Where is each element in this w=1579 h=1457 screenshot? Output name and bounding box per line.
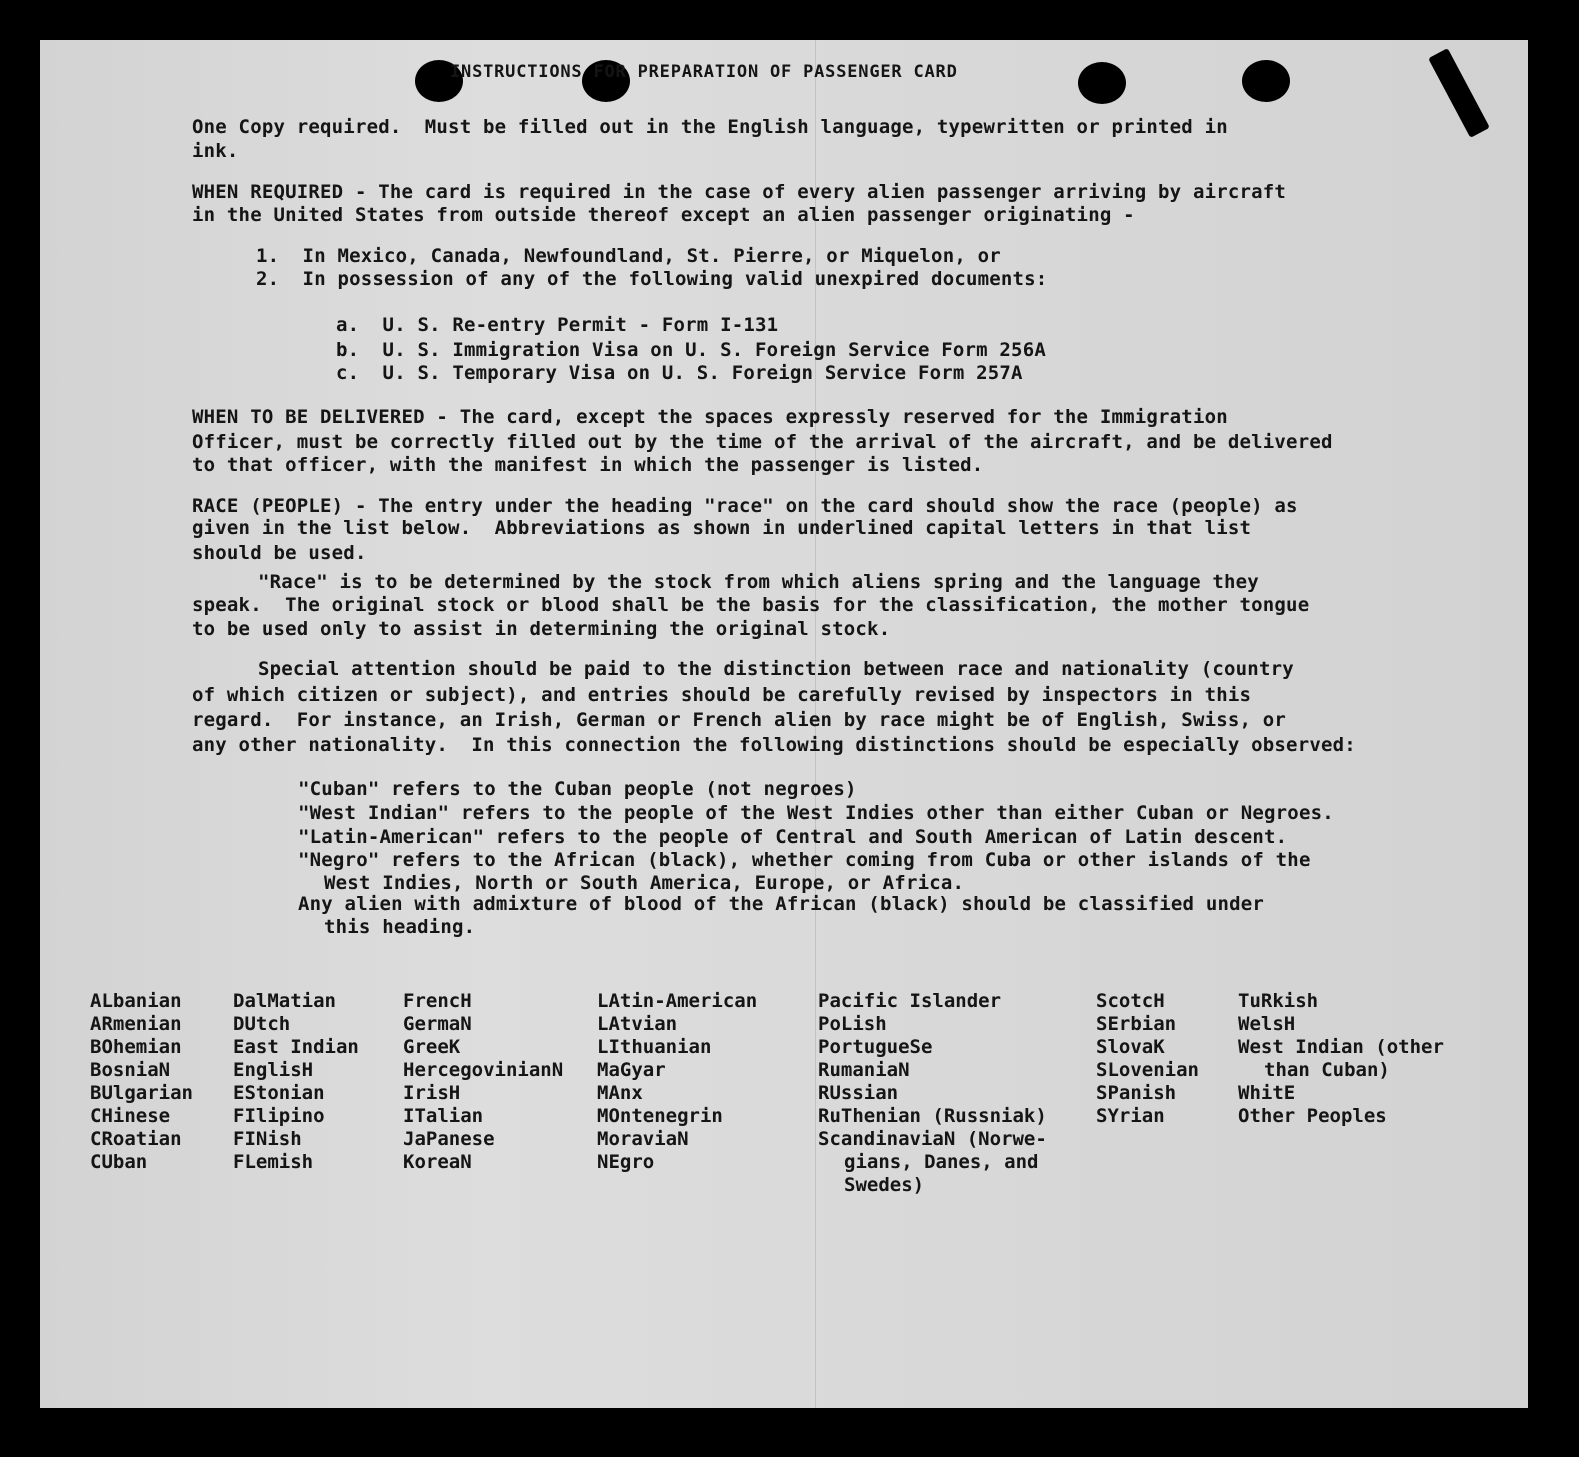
text-line: Special attention should be paid to the distinction between race and nationality (country bbox=[258, 658, 1294, 680]
race-item: CHinese bbox=[90, 1105, 171, 1127]
text-line: West Indies, North or South America, Europe, or Africa. bbox=[324, 872, 965, 894]
race-item: ARmenian bbox=[90, 1013, 182, 1035]
race-item: JaPanese bbox=[403, 1128, 495, 1150]
race-column-4 bbox=[597, 990, 757, 1174]
text-line: One Copy required. Must be filled out in the English language, typewritten or printed in bbox=[192, 116, 1228, 138]
punch-hole-4 bbox=[1242, 60, 1290, 102]
race-item: Swedes) bbox=[844, 1174, 925, 1196]
text-line: "Latin-American" refers to the people of Central and South American of Latin descent. bbox=[298, 826, 1288, 848]
race-column-6 bbox=[1096, 990, 1199, 1128]
race-item: CUban bbox=[90, 1151, 148, 1173]
race-item: PoLish bbox=[818, 1013, 887, 1035]
race-item: FIlipino bbox=[233, 1105, 325, 1127]
race-item: MoraviaN bbox=[597, 1128, 689, 1150]
text-line: RACE (PEOPLE) - The entry under the heading "race" on the card should show the race (people) as bbox=[192, 495, 1298, 517]
punch-hole-3 bbox=[1078, 62, 1126, 104]
race-item: gians, Danes, and bbox=[844, 1151, 1039, 1173]
race-item: West Indian (other bbox=[1238, 1036, 1444, 1058]
race-item: HercegovinianN bbox=[403, 1059, 564, 1081]
race-item: ITalian bbox=[403, 1105, 484, 1127]
race-column-2 bbox=[233, 990, 359, 1174]
document-page bbox=[40, 40, 1528, 1408]
text-line: in the United States from outside thereof except an alien passenger originating - bbox=[192, 204, 1135, 226]
race-item: BUlgarian bbox=[90, 1082, 193, 1104]
text-line: c. U. S. Temporary Visa on U. S. Foreign Service Form 257A bbox=[336, 362, 1023, 384]
race-item: BOhemian bbox=[90, 1036, 182, 1058]
race-item: KoreaN bbox=[403, 1151, 472, 1173]
text-line: "Cuban" refers to the Cuban people (not negroes) bbox=[298, 778, 857, 800]
text-line: regard. For instance, an Irish, German or French alien by race might be of English, Swiss, or bbox=[192, 709, 1287, 731]
torn-corner bbox=[1428, 48, 1490, 138]
race-item: LAtin-American bbox=[597, 990, 758, 1012]
race-item: RumaniaN bbox=[818, 1059, 910, 1081]
text-line: a. U. S. Re-entry Permit - Form I-131 bbox=[336, 314, 779, 336]
race-item: NEgro bbox=[597, 1151, 655, 1173]
race-item: MOntenegrin bbox=[597, 1105, 723, 1127]
race-item: EStonian bbox=[233, 1082, 325, 1104]
race-item: GermaN bbox=[403, 1013, 472, 1035]
race-item: EnglisH bbox=[233, 1059, 314, 1081]
race-item: MAnx bbox=[597, 1082, 643, 1104]
text-line: any other nationality. In this connection the following distinctions should be especially observed: bbox=[192, 734, 1356, 756]
race-item: GreeK bbox=[403, 1036, 461, 1058]
race-item: SErbian bbox=[1096, 1013, 1177, 1035]
text-line: WHEN REQUIRED - The card is required in the case of every alien passenger arriving by aircraft bbox=[192, 181, 1287, 203]
text-line: speak. The original stock or blood shall be the basis for the classification, the mother tongue bbox=[192, 594, 1310, 616]
race-column-3 bbox=[403, 990, 563, 1174]
race-item: RuThenian (Russniak) bbox=[818, 1105, 1047, 1127]
race-item: Other Peoples bbox=[1238, 1105, 1387, 1127]
race-item: MaGyar bbox=[597, 1059, 666, 1081]
text-line: Any alien with admixture of blood of the African (black) should be classified under bbox=[298, 893, 1265, 915]
race-item: WelsH bbox=[1238, 1013, 1296, 1035]
text-line: 2. In possession of any of the following valid unexpired documents: bbox=[256, 268, 1048, 290]
race-item: BosniaN bbox=[90, 1059, 171, 1081]
text-line: of which citizen or subject), and entries should be carefully revised by inspectors in this bbox=[192, 684, 1252, 706]
race-item: RUssian bbox=[818, 1082, 899, 1104]
race-item: ScandinaviaN (Norwe- bbox=[818, 1128, 1047, 1150]
race-column-1 bbox=[90, 990, 193, 1174]
race-item: TuRkish bbox=[1238, 990, 1319, 1012]
race-item: SPanish bbox=[1096, 1082, 1177, 1104]
text-line: "West Indian" refers to the people of the West Indies other than either Cuban or Negroes. bbox=[298, 802, 1334, 824]
race-item: ScotcH bbox=[1096, 990, 1165, 1012]
race-column-5 bbox=[818, 990, 1047, 1197]
race-item: FLemish bbox=[233, 1151, 314, 1173]
text-line: this heading. bbox=[324, 916, 476, 938]
race-item: IrisH bbox=[403, 1082, 461, 1104]
text-line: given in the list below. Abbreviations as shown in underlined capital letters in that list bbox=[192, 517, 1252, 539]
race-item: than Cuban) bbox=[1264, 1059, 1390, 1081]
text-line: 1. In Mexico, Canada, Newfoundland, St. Pierre, or Miquelon, or bbox=[256, 245, 1001, 267]
race-item: SLovenian bbox=[1096, 1059, 1199, 1081]
race-item: FrencH bbox=[403, 990, 472, 1012]
document-title: INSTRUCTIONS FOR PREPARATION OF PASSENGER CARD bbox=[450, 62, 958, 82]
race-item: WhitE bbox=[1238, 1082, 1296, 1104]
race-item: LIthuanian bbox=[597, 1036, 712, 1058]
text-line: ink. bbox=[192, 140, 239, 162]
race-item: CRoatian bbox=[90, 1128, 182, 1150]
race-item: Pacific Islander bbox=[818, 990, 1002, 1012]
text-line: should be used. bbox=[192, 542, 367, 564]
text-line: b. U. S. Immigration Visa on U. S. Foreign Service Form 256A bbox=[336, 339, 1046, 361]
race-item: DUtch bbox=[233, 1013, 291, 1035]
text-line: to be used only to assist in determining the original stock. bbox=[192, 618, 891, 640]
race-item: SYrian bbox=[1096, 1105, 1165, 1127]
race-item: DalMatian bbox=[233, 990, 336, 1012]
race-item: SlovaK bbox=[1096, 1036, 1165, 1058]
race-item: PortugueSe bbox=[818, 1036, 933, 1058]
race-item: LAtvian bbox=[597, 1013, 678, 1035]
text-line: Officer, must be correctly filled out by the time of the arrival of the aircraft, and be delivered bbox=[192, 431, 1333, 453]
text-line: "Race" is to be determined by the stock from which aliens spring and the language they bbox=[258, 571, 1259, 593]
text-line: "Negro" refers to the African (black), whether coming from Cuba or other islands of the bbox=[298, 849, 1311, 871]
race-item: East Indian bbox=[233, 1036, 359, 1058]
race-item: ALbanian bbox=[90, 990, 182, 1012]
race-item: FINish bbox=[233, 1128, 302, 1150]
race-column-7 bbox=[1238, 990, 1444, 1128]
text-line: WHEN TO BE DELIVERED - The card, except the spaces expressly reserved for the Immigration bbox=[192, 406, 1228, 428]
text-line: to that officer, with the manifest in which the passenger is listed. bbox=[192, 454, 984, 476]
